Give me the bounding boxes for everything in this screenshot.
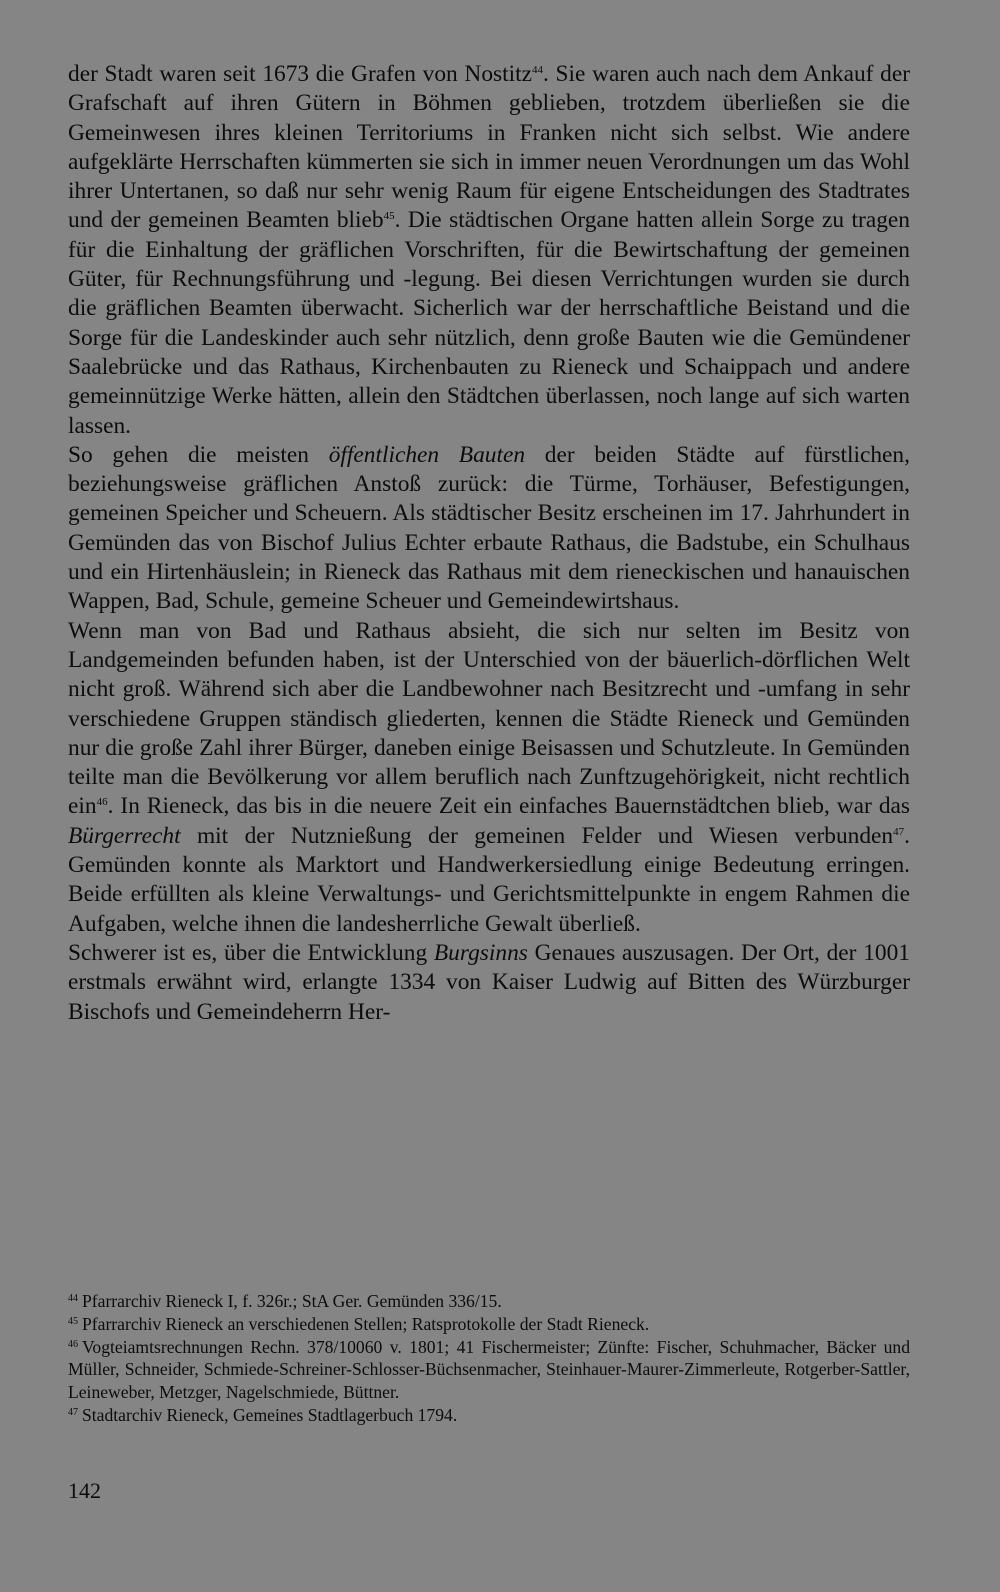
text-run: der Stadt waren seit 1673 die Grafen von Nostitz: [68, 61, 533, 87]
paragraph: [68, 939, 910, 1027]
footnote-reference: 44: [532, 63, 544, 76]
text-run: . Die städtischen Organe hatten allein Sorge zu tragen für die Einhaltung der gräflichen Vorschriften, für die Bewirtschaftung der gemeinen Güter, für Rechnungsführung und -legung. Bei diesen Verrichtungen wurden sie durch die gräflichen Beamten überwacht. Sicherlich war der herrschaftliche Beistand und die Sorge für die Landeskinder auch sehr nützlich, denn große Bauten wie die Gemündener Saalebrücke und das Rathaus, Kirchenbauten zu Rieneck und Schaippach und andere gemeinnützige Werke hätten, allein den Städtchen überlassen, noch lange auf sich warten lassen.: [68, 207, 910, 439]
footnote: [68, 1290, 910, 1313]
text-run: mit der Nutznießung der gemeinen Felder und Wiesen verbunden: [180, 822, 894, 849]
paragraph: [68, 617, 910, 939]
footnote-reference: 47: [893, 825, 905, 838]
body-text: [68, 60, 910, 1027]
footnote-text: Stadtarchiv Rieneck, Gemeines Stadtlagerbuch 1794.: [82, 1404, 458, 1425]
emphasized-text: Bürgerrecht: [68, 822, 181, 849]
footnote-number: 45: [68, 1315, 78, 1327]
footnotes: [68, 1290, 910, 1427]
paragraph: [68, 60, 910, 441]
text-run: . Gemünden konnte als Marktort und Handwerkersiedlung einige Bedeutung erringen. Beide erfüllten als kleine Verwaltungs- und Gerichtsmittelpunkte in engem Rahmen die Aufgaben, welche ihnen die landesherrliche Gewalt überließ.: [68, 822, 910, 937]
footnote: [68, 1336, 910, 1404]
footnote: [68, 1313, 910, 1336]
text-run: Genaues auszusagen. Der Ort, der 1001 erstmals erwähnt wird, erlangte 1334 von Kaiser Ludwig auf Bitten des Würzburger Bischofs und Gemeindeherrn Her-: [68, 939, 910, 1025]
paragraph: [68, 441, 910, 617]
text-run: der beiden Städte auf fürstlichen, beziehungsweise gräflichen Anstoß zurück: die Türme, Torhäuser, Befestigungen, gemeinen Speicher und Scheuern. Als städtischer Besitz erscheinen im 17. Jahrhundert in Gemünden das von Bischof Julius Echter erbaute Rathaus, die Badstube, ein Schulhaus und ein Hirtenhäuslein; in Rieneck das Rathaus mit dem rieneckischen und hanauischen Wappen, Bad, Schule, gemeine Scheuer und Gemeindewirtshaus.: [68, 441, 910, 615]
page-number: 142: [68, 1478, 101, 1503]
text-run: So gehen die meisten: [68, 441, 329, 468]
text-run: . In Rieneck, das bis in die neuere Zeit ein einfaches Bauernstädtchen blieb, war das: [107, 793, 910, 820]
footnote: [68, 1404, 910, 1427]
footnote-number: 47: [68, 1406, 78, 1418]
footnote-reference: 45: [383, 210, 395, 223]
footnote-reference: 46: [96, 796, 108, 809]
footnote-number: 46: [68, 1338, 78, 1350]
footnote-text: Pfarrarchiv Rieneck an verschiedenen Stellen; Ratsprotokolle der Stadt Rieneck.: [82, 1313, 650, 1334]
text-run: Wenn man von Bad und Rathaus absieht, die sich nur selten im Besitz von Landgemeinden befunden haben, ist der Unterschied von der bäuerlich-dörflichen Welt nicht groß. Während sich aber die Landbewohner nach Besitzrecht und -umfang in sehr verschiedene Gruppen ständisch gliederten, kennen die Städte Rieneck und Gemünden nur die große Zahl ihrer Bürger, daneben einige Beisassen und Schutzleute. In Gemünden teilte man die Bevölkerung vor allem beruflich nach Zunftzugehörigkeit, nicht rechtlich ein: [68, 617, 910, 820]
text-run: . Sie waren auch nach dem Ankauf der Grafschaft auf ihren Gütern in Böhmen geblieben, trotzdem überließen sie die Gemeinwesen ihres kleinen Territoriums in Franken nicht sich selbst. Wie andere aufgeklärte Herrschaften kümmerten sie sich in immer neuen Verordnungen um das Wohl ihrer Untertanen, so daß nur sehr wenig Raum für eigene Entscheidungen des Stadtrates und der gemeinen Beamten blieb: [68, 61, 911, 234]
footnote-number: 44: [68, 1293, 78, 1304]
text-run: Schwerer ist es, über die Entwicklung: [68, 939, 434, 966]
emphasized-text: Burgsinns: [433, 939, 528, 966]
emphasized-text: öffentlichen Bauten: [328, 441, 526, 468]
footnote-text: Vogteiamtsrechnungen Rechn. 378/10060 v. 1801; 41 Fischermeister; Zünfte: Fischer, Schuhmacher, Bäcker und Müller, Schneider, Schmiede-Schreiner-Schlosser-Büchsenmacher, Steinhauer-Maurer-Zimmerleute, Rotgerber-Sattler, Leineweber, Metzger, Nagelschmiede, Büttner.: [68, 1336, 910, 1403]
footnote-text: Pfarrarchiv Rieneck I, f. 326r.; StA Ger. Gemünden 336/15.: [82, 1291, 502, 1311]
